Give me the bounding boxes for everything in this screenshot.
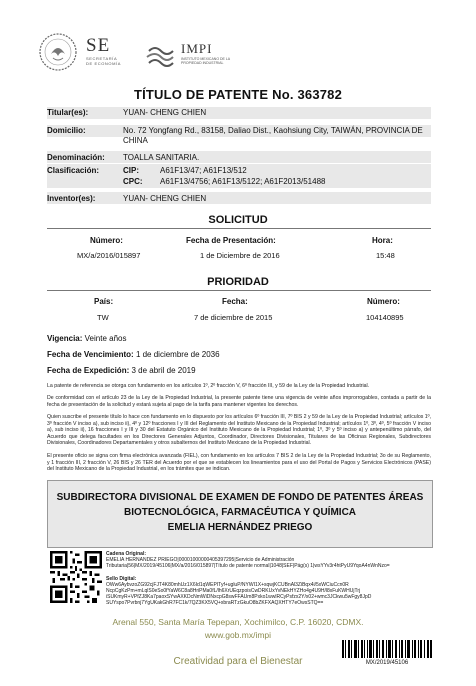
- legal-paragraph-1: La patente de referencia se otorga con fundamento en los artículos 1º, 2º fracción V, 6º fracción III, y 59 de la Ley de la Propiedad Industrial.: [47, 383, 370, 389]
- legal-paragraph-3: Quien suscribe el presente título lo hace con fundamento en lo dispuesto por los artículos 6º fracción III, 7º BIS 2 y 59 de la Ley de la Propiedad Industrial; artículos 1º, 3º fracción V inciso a), sub inciso ii), 4º y 12º fracciones I y III del Reglamento del Instituto Mexicano de la Propiedad Industrial; artículos 1º, 3º, 4º, 5º fracción V inciso a), sub inciso ii), 16 fracciones I y III y 30 del Estatuto Orgánico del Instituto Mexicano de la Propiedad Industrial; 1º, 3º y 5º inciso a) y antepenúltimo párrafo, del Acuerdo que delega facultades en los Directores Generales Adjuntos, Coordinador, Directores Divisionales, Titulares de las Oficinas Regionales, Subdirectores Divisionales, Coordinadores Departamentales y otros subalternos del Instituto Mexicano de la Propiedad Industrial.: [47, 414, 431, 447]
- signatory-box: [47, 480, 433, 548]
- prioridad-rule: [47, 290, 431, 291]
- se-title: SE: [86, 35, 111, 56]
- vencimiento-label: Fecha de Vencimiento:: [47, 350, 134, 359]
- footer-address: Arenal 550, Santa María Tepepan, Xochimilco, C.P. 16020, CDMX.: [112, 617, 364, 627]
- footer-slogan: Creatividad para el Bienestar: [173, 656, 303, 667]
- barcode-icon: [342, 640, 432, 658]
- denominacion-value: TOALLA SANITARIA.: [123, 153, 200, 162]
- vencimiento-value: 1 de diciembre de 2036: [135, 350, 220, 359]
- cadena-label: Cadena Original:: [106, 551, 147, 557]
- sello-label: Sello Digital:: [106, 576, 137, 582]
- sello-line-2: NcpCgKzPm+mLqlS0eSo0fYaW6C8a8HriPMa0fL/lh6XrUEqzpoisCwDRKUxYvNEkHYZHo4g4U9H/l8xFuKWHUjTrj: [106, 588, 361, 594]
- signatory-name: EMELIA HERNÁNDEZ PRIEGO: [167, 522, 313, 533]
- vigencia-value: Veinte años: [84, 334, 127, 343]
- cip-label: CIP:: [123, 166, 139, 175]
- footer-website[interactable]: www.gob.mx/impi: [204, 630, 272, 640]
- cip-value: A61F13/47; A61F13/512: [160, 166, 247, 175]
- prioridad-fecha-value: 7 de diciembre de 2015: [194, 313, 273, 322]
- qr-code-icon: [50, 551, 102, 603]
- vencimiento-row: [47, 350, 220, 360]
- impi-subtitle: INSTITUTO MEXICANO DE LA PROPIEDAD INDUSTRIAL: [181, 57, 230, 65]
- solicitud-hora-value: 15:48: [376, 251, 395, 260]
- inventor-value: YUAN- CHENG CHIEN: [123, 194, 207, 203]
- impi-logo-icon: [143, 43, 177, 71]
- vigencia-label: Vigencia:: [47, 334, 83, 343]
- prioridad-fecha-label: Fecha:: [222, 297, 248, 306]
- solicitud-hora-label: Hora:: [372, 236, 393, 245]
- inventor-label: Inventor(es):: [47, 194, 96, 203]
- solicitud-fecha-value: 1 de Diciembre de 2016: [200, 251, 280, 260]
- sello-line-3: iSUKmyR+VPfZJ8Ka7paoxSYwAXKDcNmWiDNxcpG8swFFAUm8Pxko1wwlRCyPsfzx2Y/x02+wmc3JCkwu5wFgy8JpD: [106, 594, 372, 600]
- expedicion-label: Fecha de Expedición:: [47, 366, 130, 375]
- prioridad-heading: PRIORIDAD: [207, 276, 269, 288]
- prioridad-numero-value: 104140895: [366, 313, 404, 322]
- cadena-line-1: EMELIA HERNÁNDEZ PRIEGO|00001000000405397295|Servicio de Administración: [106, 557, 295, 563]
- prioridad-pais-label: País:: [94, 297, 114, 306]
- mexico-coat-of-arms-icon: [33, 32, 83, 72]
- domicilio-label: Domicilio:: [47, 126, 86, 135]
- domicilio-value-1: No. 72 Yongfang Rd., 83158, Daliao Dist., Kaohsiung City, TAIWÁN, PROVINCIA DE: [123, 126, 423, 135]
- solicitud-rule: [47, 228, 431, 229]
- impi-title: IMPI: [181, 41, 213, 56]
- signatory-line-2: BIOTECNOLÓGICA, FARMACÉUTICA Y QUÍMICA: [123, 507, 357, 518]
- prioridad-numero-label: Número:: [367, 297, 400, 306]
- domicilio-value-2: CHINA: [123, 136, 148, 145]
- solicitud-numero-label: Número:: [90, 236, 123, 245]
- solicitud-heading: SOLICITUD: [208, 214, 268, 226]
- solicitud-numero-value: MX/a/2016/015897: [77, 251, 141, 260]
- sello-line-1: OWw6AybvzoZG92cjFJT4K80mhUz1X6Id1qWEPITyf+ugluP/NYWI1X+sqwjKCUBnAl3ZiBqx4i/5xWCiuCcn0R: [106, 582, 349, 588]
- legal-paragraph-2: De conformidad con el artículo 23 de la Ley de la Propiedad Industrial, la presente patente tiene una vigencia de veinte años improrrogables, contada a partir de la fecha de presentación de la solicitud y estará sujeta al pago de la tarifa para mantener vigentes los derechos.: [47, 395, 431, 408]
- prioridad-pais-value: TW: [97, 313, 109, 322]
- legal-paragraph-4: El presente oficio se signa con firma electrónica avanzada (FIEL), con fundamento en los artículos 7 BIS 2 de la Ley de la Propiedad Industrial; 3o de su Reglamento, y 1 fracción III, 2 fracción V, 26 BIS y 26 TER del Acuerdo por el que se establecen los lineamientos para el uso del Portal de Pagos y Servicios Electrónicos (PASE) del Instituto Mexicano de la Propiedad Industrial, en los trámites que se indican.: [47, 453, 431, 473]
- titular-value: YUAN- CHENG CHIEN: [123, 108, 207, 117]
- cpc-label: CPC:: [123, 177, 143, 186]
- signatory-line-1: SUBDIRECTORA DIVISIONAL DE EXAMEN DE FONDO DE PATENTES ÁREAS: [56, 492, 424, 503]
- vigencia-row: [47, 334, 126, 344]
- clasificacion-label: Clasificación:: [47, 166, 100, 175]
- se-subtitle-2: DE ECONOMÍA: [86, 61, 122, 66]
- sello-line-4: SUYspo7Pvrbnj7YgUKakGhR7FC1k/7QZ3KX5VQ+xbraRTzGkuO8bZKFXAQXHTY7eOwsSTQ==: [106, 600, 324, 606]
- patent-title: TÍTULO DE PATENTE No. 363782: [133, 87, 343, 102]
- cadena-line-2: Tributaria|56|MX/2019/45106|MX/a/2016/015897|Título de patente normal|1048|SEF|Pág(s) 1|wsYYv3r4htPyU9YqoA4nWnNzo=: [106, 563, 390, 569]
- se-logo-text: [86, 36, 121, 66]
- expedicion-value: 3 de abril de 2019: [131, 366, 196, 375]
- solicitud-fecha-label: Fecha de Presentación:: [186, 236, 276, 245]
- se-subtitle-1: SECRETARÍA: [86, 56, 118, 61]
- cpc-value: A61F13/4756; A61F13/5122; A61F2013/51488: [160, 177, 326, 186]
- denominacion-label: Denominación:: [47, 153, 105, 162]
- barcode-number: MX/2019/45106: [365, 660, 409, 666]
- expedicion-row: [47, 366, 196, 376]
- titular-label: Titular(es):: [47, 108, 89, 117]
